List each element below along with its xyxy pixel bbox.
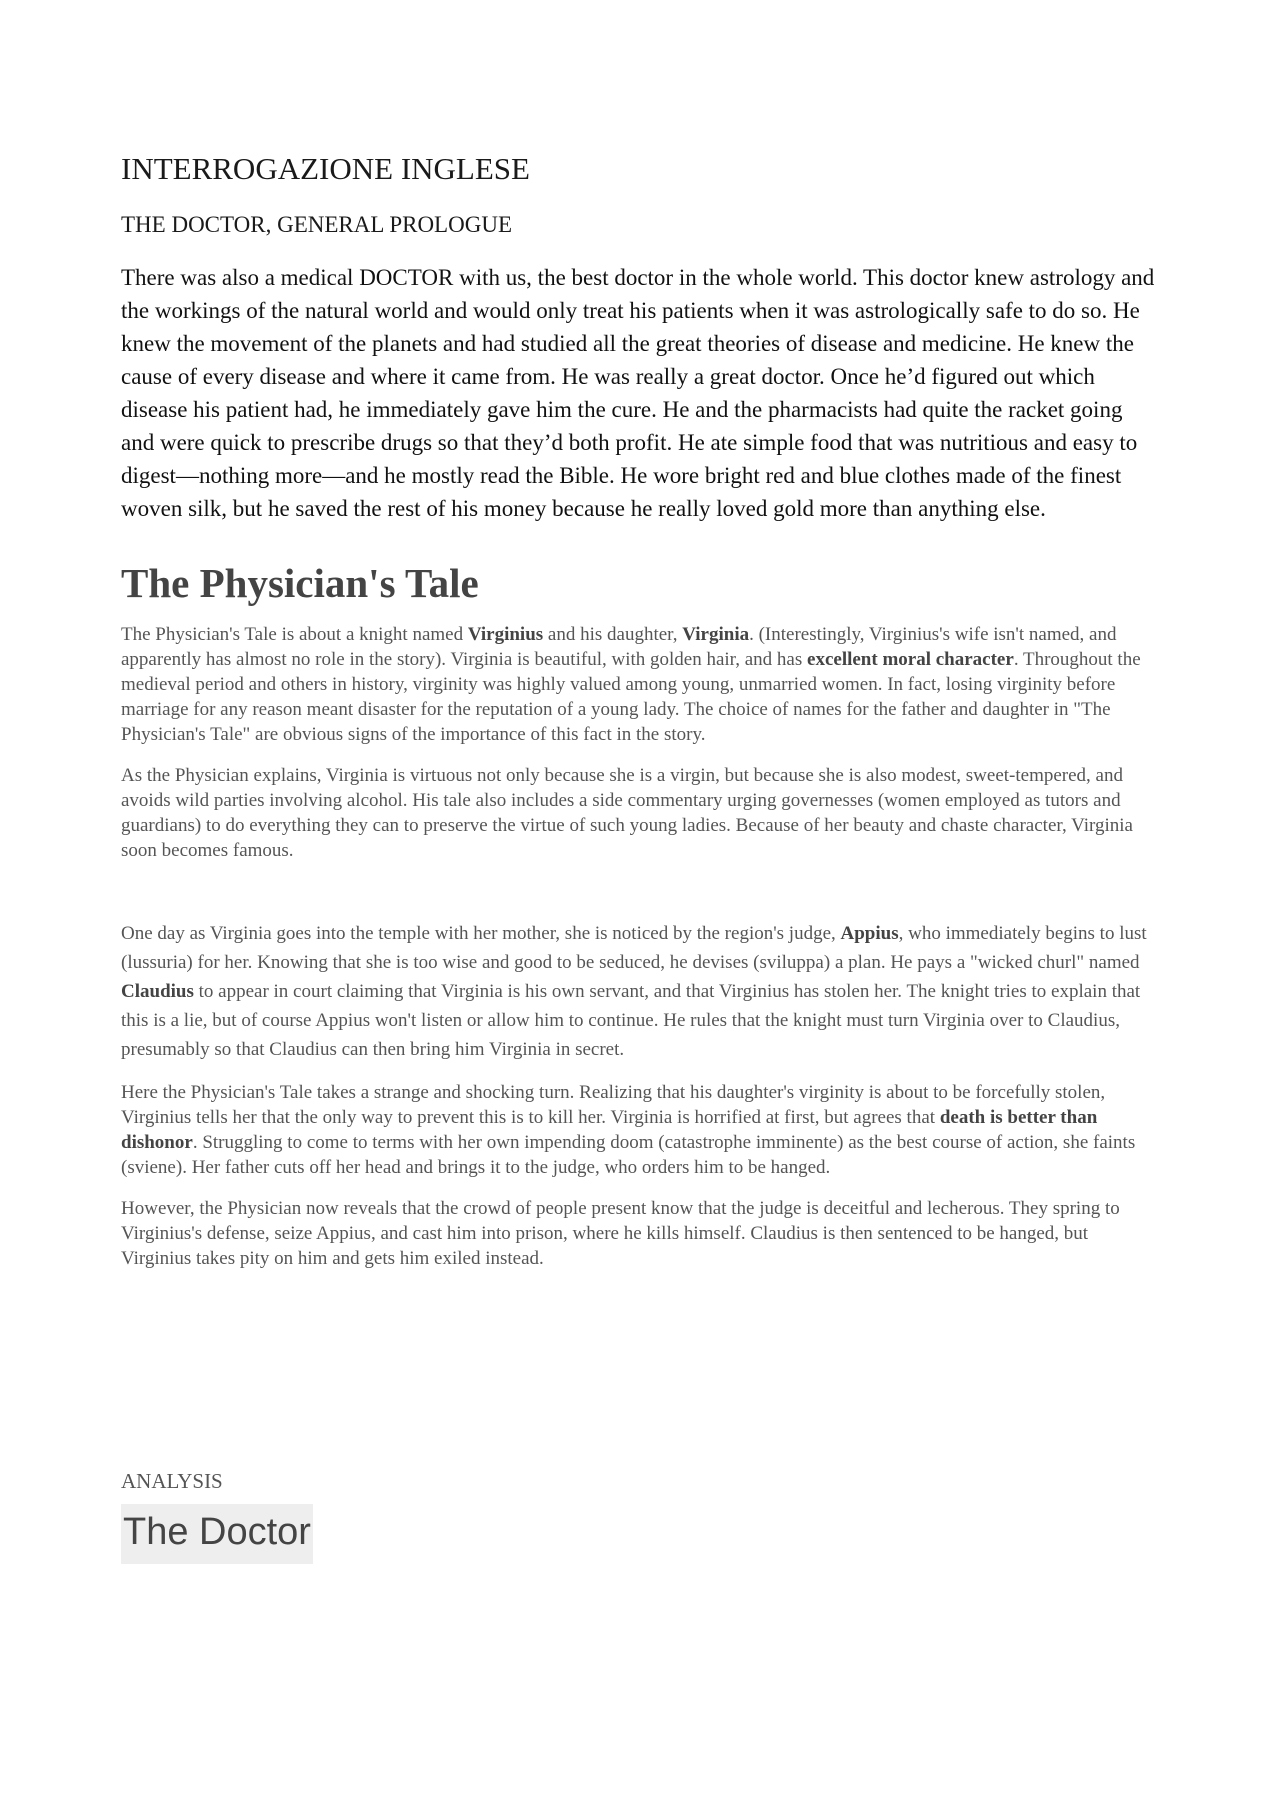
spacer — [121, 879, 1161, 919]
tale-paragraph-1: The Physician's Tale is about a knight named Virginius and his daughter, Virginia. (Interestingly, Virginius's wife isn't named, and apparently has almost no role in the story). Virginia is beautiful, with golden hair, and has excellent moral character. Throughout the medieval period and others in history, virginity was highly valued among young, unmarried women. In fact, losing virginity before marriage for any reason meant disaster for the reputation of a young lady. The choice of names for the father and daughter in "The Physician's Tale" are obvious signs of the importance of this fact in the story. — [121, 623, 1141, 745]
doctor-prologue-paragraph: There was also a medical DOCTOR with us, the best doctor in the whole world. This doctor knew astrology and the workings of the natural world and would only treat his patients when it was astrologically safe to do so. He knew the movement of the planets and had studied all the great theories of disease and medicine. He knew the cause of every disease and where it came from. He was really a great doctor. Once he’d figured out which disease his patient had, he immediately gave him the cure. He and the pharmacists had quite the racket going and were quick to prescribe drugs so that they’d both profit. He ate simple food that was nutritious and easy to digest—nothing more—and he mostly read the Bible. He wore bright red and blue clothes made of the finest woven silk, but he saved the rest of his money because he really loved gold more than anything else. — [121, 264, 1155, 521]
tale-paragraph-2: As the Physician explains, Virginia is virtuous not only because she is a virgin, but because she is also modest, sweet-tempered, and avoids wild parties involving alcohol. His tale also includes a side commentary urging governesses (women employed as tutors and guardians) to do everything they can to preserve the virtue of such young ladies. Because of her beauty and chaste character, Virginia soon becomes famous. — [121, 764, 1133, 861]
bold-appius: Appius — [840, 922, 899, 944]
spacer — [121, 1287, 1161, 1469]
tale-paragraph-3: One day as Virginia goes into the temple with her mother, she is noticed by the region's judge, Appius, who immediately begins to lust (lussuria) for her. Knowing that she is too wise and good to be seduced, he devises (sviluppa) a plan. He pays a "wicked churl" named Claudius to appear in court claiming that Virginia is his own servant, and that Virginius has stolen her. The knight tries to explain that this is a lie, but of course Appius won't listen or allow him to continue. He rules that the knight must turn Virginia over to Claudius, presumably so that Claudius can then bring him Virginia in secret. — [121, 922, 1147, 1060]
bold-death-dishonor: death is better than dishonor — [121, 1106, 1098, 1153]
analysis-label: ANALYSIS — [121, 1468, 223, 1493]
bold-virginius: Virginius — [467, 623, 544, 645]
tale-paragraph-5: However, the Physician now reveals that the crowd of people present know that the judge is deceitful and lecherous. They spring to Virginius's defense, seize Appius, and cast him into prison, where he kills himself. Claudius is then sentenced to be hanged, but Virginius takes pity on him and gets him exiled instead. — [121, 1197, 1120, 1269]
document-content — [121, 150, 1161, 1564]
tale-heading: The Physician's Tale — [121, 559, 479, 606]
analysis-heading: The Doctor — [121, 1504, 313, 1564]
document-subtitle: THE DOCTOR, GENERAL PROLOGUE — [121, 212, 512, 238]
bold-moral-character: excellent moral character — [807, 648, 1014, 670]
bold-claudius: Claudius — [121, 980, 194, 1002]
bold-virginia: Virginia — [682, 623, 750, 645]
tale-paragraph-4: Here the Physician's Tale takes a strange and shocking turn. Realizing that his daughter's virginity is about to be forcefully stolen, Virginius tells her that the only way to prevent this is to kill her. Virginia is horrified at first, but agrees that death is better than dishonor. Struggling to come to terms with her own impending doom (catastrophe imminente) as the best course of action, she faints (sviene). Her father cuts off her head and brings it to the judge, who orders him to be hanged. — [121, 1081, 1136, 1178]
document-title: INTERROGAZIONE INGLESE — [121, 151, 530, 186]
